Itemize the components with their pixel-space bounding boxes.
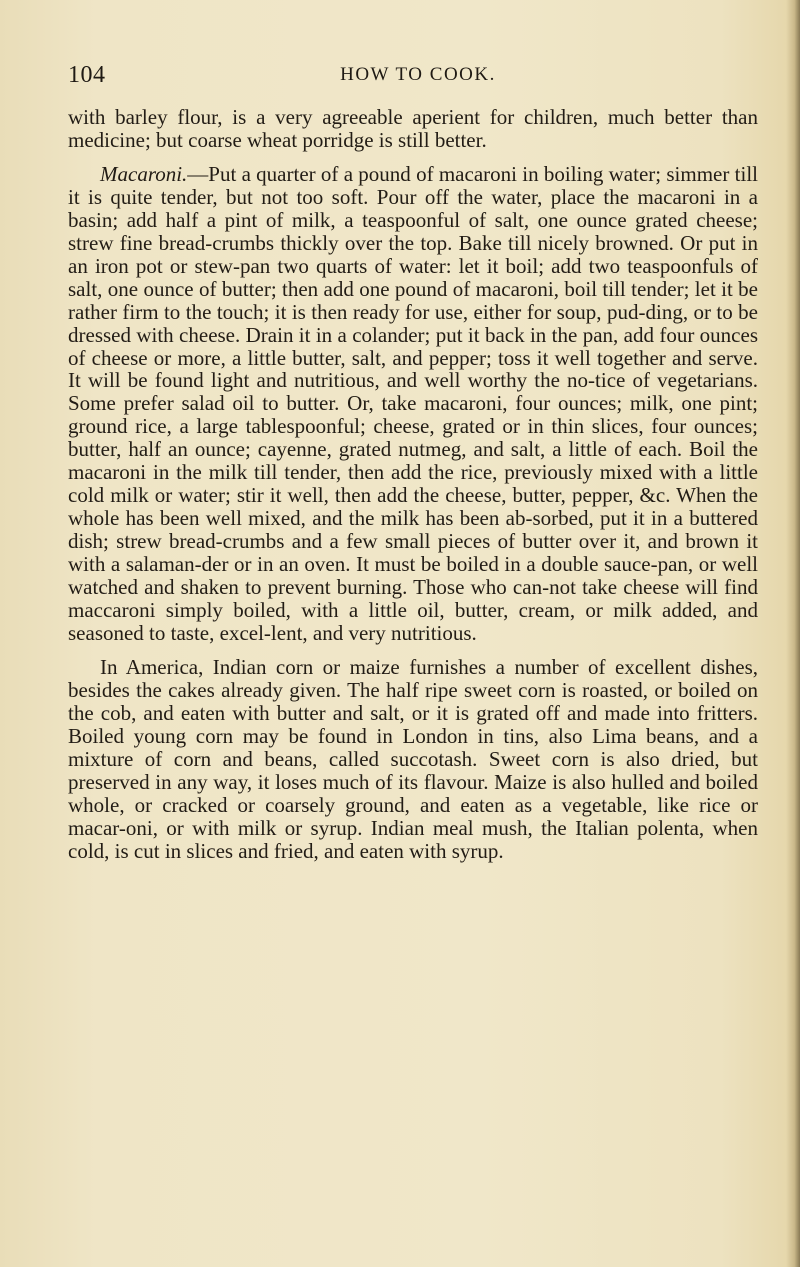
page-number: 104 — [68, 62, 106, 88]
paragraph-macaroni — [68, 163, 758, 645]
page-edge-shadow — [786, 0, 800, 1267]
paragraph-macaroni-text: —Put a quarter of a pound of macaroni in boiling water; simmer till it is quite tender, but not too soft. Pour off the water, place the macaroni in a basin; add half a pint of milk, a teaspoonful of salt, one ounce grated cheese; strew fine bread-crumbs thickly over the top. Bake till nicely browned. Or put in an iron pot or stew-pan two quarts of water: let it boil; add two teaspoonfuls of salt, one ounce of butter; then add one pound of macaroni, boil till tender; let it be rather firm to the touch; it is then ready for use, either for soup, pud-ding, or to be dressed with cheese. Drain it in a colander; put it back in the pan, add four ounces of cheese or more, a little butter, salt, and pepper; toss it well together and serve. It will be found light and nutritious, and well worthy the no-tice of vegetarians. Some prefer salad oil to butter. Or, take macaroni, four ounces; milk, one pint; ground rice, a large tablespoonful; cheese, grated or in thin slices, four ounces; butter, half an ounce; cayenne, grated nutmeg, and salt, a little of each. Boil the macaroni in the milk till tender, then add the rice, previously mixed with a little cold milk or water; stir it well, then add the cheese, butter, pepper, &c. When the whole has been well mixed, and the milk has been ab-sorbed, put it in a buttered dish; strew bread-crumbs and a few small pieces of butter over it, and brown it with a salaman-der or in an oven. It must be boiled in a double sauce-pan, or well watched and shaken to prevent burning. Those who can-not take cheese will find maccaroni simply boiled, with a little oil, butter, cream, or milk added, and seasoned to taste, excel-lent, and very nutritious. — [68, 161, 758, 645]
paragraph-continuation: with barley flour, is a very agreeable aperient for children, much better than medicine; but coarse wheat porridge is still better. — [68, 105, 758, 152]
run-in-heading: Macaroni. — [100, 161, 188, 186]
running-head: HOW TO COOK. — [340, 64, 496, 85]
page-header — [68, 62, 768, 92]
page-body — [68, 106, 758, 863]
paragraph-indian-corn: In America, Indian corn or maize furnishes a number of excellent dishes, besides the cakes already given. The half ripe sweet corn is roasted, or boiled on the cob, and eaten with butter and salt, or it is grated off and made into fritters. Boiled young corn may be found in London in tins, also Lima beans, and a mixture of corn and beans, called succotash. Sweet corn is also dried, but preserved in any way, it loses much of its flavour. Maize is also hulled and boiled whole, or cracked or coarsely ground, and eaten as a vegetable, like rice or macar-oni, or with milk or syrup. Indian meal mush, the Italian polenta, when cold, is cut in slices and fried, and eaten with syrup. — [68, 654, 758, 863]
